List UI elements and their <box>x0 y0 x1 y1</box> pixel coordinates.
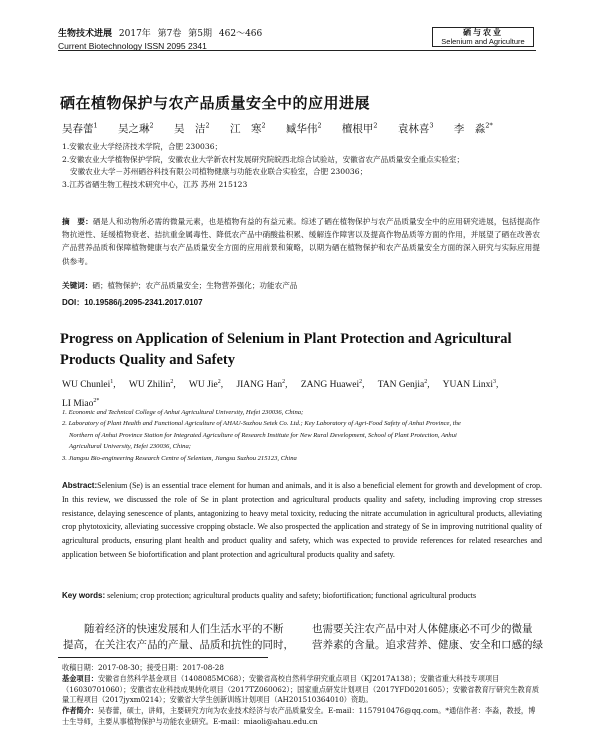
author-en: JIANG Han$^2$, <box>236 379 288 391</box>
author-cn: 李 淼$^{2*}$ <box>453 121 493 135</box>
affiliation-en: 1. Economic and Technical College of Anhui Agricultural University, Hefei 230036, China; <box>62 409 304 416</box>
keywords-en <box>62 591 476 600</box>
affiliation-cn: 2.安徽农业大学植物保护学院，安徽农业大学新农村发展研究院皖西北综合试验站，安徽省农产品质量安全重点实验室； <box>62 154 465 164</box>
journal-year: 2017年 <box>118 29 151 39</box>
paper-title-cn: 硒在植物保护与农产品质量安全中的应用进展 <box>60 94 371 112</box>
affiliation-en: Northern of Anhui Province Station for Integrated Agriculture of Research Institute for New Rural Development, School of Plant Protection, Anhui <box>69 431 457 439</box>
keywords-cn <box>62 280 297 291</box>
author-cn: 臧华伟$^2$ <box>285 121 322 135</box>
abstract-en-label: Abstract: <box>62 481 98 490</box>
affiliation-cn: 安徽农业大学－苏州硒谷科技有限公司植物健康与功能农业联合实验室，合肥 230036； <box>70 167 368 176</box>
author-en: WU Jie$^2$, <box>188 379 224 391</box>
column-box <box>432 27 534 47</box>
author-list-cn <box>62 121 510 136</box>
affiliation-en: Agricultural University, Hefei 230036, China; <box>69 443 191 451</box>
body-line: 也需要关注农产品中对人体健康必不可少的微量 <box>312 623 533 635</box>
abstract-cn-label: 摘 要： <box>62 217 93 226</box>
affiliation-en: 3. Jiangsu Bio-engineering Research Centre of Selenium, Jiangsu Suzhou 215123, China <box>62 454 297 462</box>
author-cn: 吴 洁$^2$ <box>173 121 210 135</box>
author-en: YUAN Linxi$^3$, <box>442 379 499 391</box>
running-header-left <box>58 28 266 52</box>
author-cn: 江 寒$^2$ <box>229 121 266 135</box>
affiliations-cn <box>62 141 542 191</box>
author-cn: 袁林喜$^3$ <box>397 121 434 135</box>
body-line: 营养素的含量。追求营养、健康、安全和口感的绿 <box>312 639 543 651</box>
header-divider <box>58 50 536 51</box>
body-column-right <box>312 621 552 653</box>
abstract-cn <box>62 215 540 268</box>
footnotes <box>62 663 540 728</box>
author-cn: 檀根甲$^2$ <box>341 121 378 135</box>
footnote-divider <box>58 657 268 658</box>
affiliation-cn: 1.安徽农业大学经济技术学院，合肥 230036； <box>62 142 223 151</box>
journal-pages: 462～466 <box>218 29 263 39</box>
author-en: TAN Genjia$^2$, <box>377 379 430 391</box>
body-line: 提高，在关注农产品的产量、品质和抗性的同时， <box>63 639 294 651</box>
column-name-cn: 硒与农业 <box>463 27 503 37</box>
abstract-en-text: Selenium (Se) is an essential trace element for human and animals, and it is also a beneficial element for growth and development of crop. In this review, we discussed the role of Se in plant protection and agricultural products quality and safety, including improving crop stresses resistance, delaying senescence of plants, antagonizing to heavy metal toxicity, reducing the nitrate accumulation in agricultural products, alleviating crop phytotoxicity, alleviating successive cropping obstacle. We also prospected the application and strategy of Se in improving nutritional quality of agricultural products, ensuring plant health and product quality and safety, which was expected to provide references for related researches and application between Se biofortification and plant protection and agricultural products quality and safety. <box>62 481 542 559</box>
journal-name-cn: 生物技术进展 <box>58 29 113 39</box>
keywords-cn-label: 关键词： <box>62 281 93 290</box>
affiliations-en <box>62 407 542 464</box>
footnote-funding: 基金项目：安徽省自然科学基金项目（1408085MC68）；安徽省高校自然科学研究重点项目（KJ2017A138）；安徽省重大科技专项项目（16030701060）；安徽省农业科技成果转化项目（2017TZ060062）；国家重点研发计划项目（2017YFD0201605）；安徽省教育厅研究生教育质量工程项目（2017jyxm0214）；安徽省大学生创新训练计划项目（AH201510364010）资助。 <box>62 673 540 705</box>
affiliation-en: 2. Laboratory of Plant Health and Functional Agriculture of AHAU-Suzhou Setek Co. Ltd.; Key Laboratory of Agri-Food Safety of Anhui Province, the <box>62 420 461 428</box>
journal-issn: ISSN 2095 2341 <box>144 41 207 51</box>
abstract-cn-text: 硒是人和动物所必需的微量元素，也是植物有益的有益元素。综述了硒在植物保护与农产品质量安全中的应用研究进展，包括提高作物抗逆性、延缓植物衰老、拮抗重金属毒性、降低农产品中硝酸盐积累、缓解连作障害以及提高作物品质等方面的作用，并展望了硒在改善农产品营养品质和保障植物健康与农产品质量安全方面的应用前景和策略，以期为硒在植物保护和农产品质量安全方面的深入研究与实际应用提供参考。 <box>62 217 541 266</box>
body-column-left <box>63 621 303 653</box>
keywords-cn-text: 硒；植物保护；农产品质量安全；生物营养强化；功能农产品 <box>92 281 298 290</box>
doi: DOI：10.19586/j.2095-2341.2017.0107 <box>62 298 203 307</box>
author-cn: 吴春蕾$^1$ <box>62 121 98 135</box>
keywords-en-label: Key words: <box>62 591 106 600</box>
affiliation-cn: 3.江苏省硒生物工程技术研究中心，江苏 苏州 215123 <box>62 179 248 189</box>
journal-volume: 第7卷 <box>157 29 182 39</box>
journal-number: 第5期 <box>188 29 213 39</box>
author-en: LI Miao$^{2*}$ <box>62 398 100 410</box>
author-en: WU Zhilin$^2$, <box>128 379 176 391</box>
author-cn: 吴之琳$^2$ <box>117 121 154 135</box>
column-name-en: Selenium and Agriculture <box>441 37 525 46</box>
footnote-author: 作者简介：吴春蕾，硕士，讲师，主要研究方向为农业技术经济与农产品质量安全。E-mail：1157910476@qq.com。*通信作者：李淼，教授，博士生导师，主要从事植物保护与功能农业研究。E-mail：miaoli@ahau.edu.cn <box>62 706 536 726</box>
author-en: WU Chunlei$^1$, <box>62 379 116 391</box>
author-en: ZANG Huawei$^2$, <box>300 379 365 391</box>
body-line: 随着经济的快速发展和人们生活水平的不断 <box>84 623 284 635</box>
journal-name-en: Current Biotechnology <box>58 41 143 51</box>
paper-title-en: Progress on Application of Selenium in Plant Protection and Agricultural Products Quality and Safety <box>60 331 512 368</box>
abstract-en <box>62 479 542 562</box>
keywords-en-text: selenium; crop protection; agricultural products quality and safety; biofortification; functional agricultural products <box>107 591 477 600</box>
footnote-received: 收稿日期：2017-08-30；接受日期：2017-08-28 <box>62 663 224 672</box>
